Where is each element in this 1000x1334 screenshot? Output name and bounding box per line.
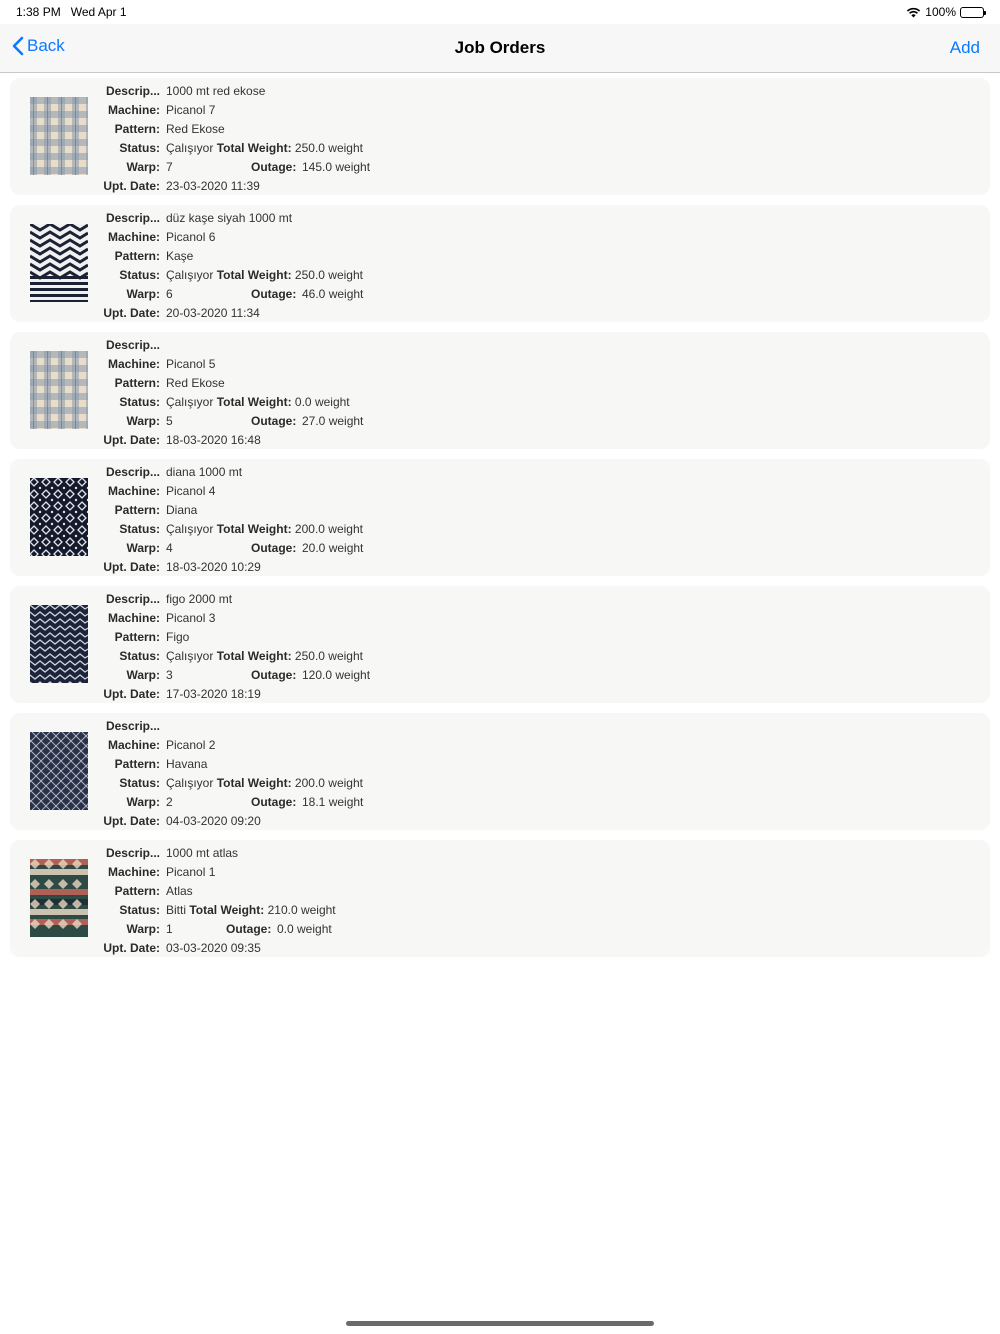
status-label: Status: xyxy=(119,395,160,409)
machine-text: Picanol 3 xyxy=(166,611,216,625)
warp-text: 6 xyxy=(166,287,173,301)
machine-text: Picanol 7 xyxy=(166,103,216,117)
status-text: Çalışıyor xyxy=(166,268,214,282)
machine-text: Picanol 2 xyxy=(166,738,216,752)
status-label: Status: xyxy=(119,268,160,282)
warp-value xyxy=(166,158,173,177)
warp-label: Warp: xyxy=(126,541,160,555)
job-order-card[interactable] xyxy=(10,78,990,195)
outage-label: Outage: xyxy=(251,795,297,809)
updated-date-text: 03-03-2020 09:35 xyxy=(166,941,261,955)
machine-label: Machine: xyxy=(107,611,160,625)
updated-date-text: 17-03-2020 18:19 xyxy=(166,687,261,701)
total-weight-value: 250.0 weight xyxy=(294,268,363,282)
back-label: Back xyxy=(27,36,65,55)
description-value xyxy=(166,209,292,228)
updated-date-value xyxy=(166,939,261,958)
machine-label: Machine: xyxy=(107,738,160,752)
total-weight-value: 250.0 weight xyxy=(294,649,363,663)
updated-date-text: 04-03-2020 09:20 xyxy=(166,814,261,828)
warp-text: 2 xyxy=(166,795,173,809)
status-label: Status: xyxy=(119,903,160,917)
warp-label: Warp: xyxy=(126,668,160,682)
warp-text: 5 xyxy=(166,414,173,428)
outage-label: Outage: xyxy=(226,922,272,936)
warp-label: Warp: xyxy=(126,287,160,301)
pattern-label: Pattern: xyxy=(114,757,160,771)
pattern-text: Kaşe xyxy=(166,249,194,263)
navigation-bar xyxy=(0,24,1000,73)
updated-date-value xyxy=(166,685,261,704)
status-label: Status: xyxy=(119,776,160,790)
updated-date-text: 18-03-2020 16:48 xyxy=(166,433,261,447)
warp-label: Warp: xyxy=(126,795,160,809)
machine-text: Picanol 5 xyxy=(166,357,216,371)
total-weight-value: 0.0 weight xyxy=(294,395,350,409)
machine-text: Picanol 6 xyxy=(166,230,216,244)
pattern-label: Pattern: xyxy=(114,630,160,644)
status-value xyxy=(166,774,363,793)
warp-value xyxy=(166,666,173,685)
job-order-card[interactable] xyxy=(10,205,990,322)
pattern-label: Pattern: xyxy=(114,503,160,517)
machine-value xyxy=(166,482,215,501)
job-order-card[interactable] xyxy=(10,459,990,576)
pattern-value xyxy=(166,882,193,901)
outage-value: 18.1 weight xyxy=(302,795,364,809)
status-text: Çalışıyor xyxy=(166,776,214,790)
updated-date-value xyxy=(166,304,260,323)
machine-value xyxy=(166,228,215,247)
pattern-value xyxy=(166,755,207,774)
total-weight-label: Total Weight: xyxy=(216,395,292,409)
total-weight-label: Total Weight: xyxy=(216,776,292,790)
job-order-card[interactable] xyxy=(10,713,990,830)
add-button[interactable]: Add xyxy=(949,38,980,57)
status-value xyxy=(166,520,363,539)
updated-date-value xyxy=(166,558,261,577)
description-label: Descrip... xyxy=(105,84,160,98)
pattern-text: Red Ekose xyxy=(166,122,225,136)
updated-date-label: Upt. Date: xyxy=(103,814,160,828)
outage-value: 46.0 weight xyxy=(302,287,364,301)
battery-percent: 100% xyxy=(925,5,956,19)
wifi-icon xyxy=(906,7,921,18)
pattern-label: Pattern: xyxy=(114,249,160,263)
machine-value xyxy=(166,101,215,120)
pattern-text: Figo xyxy=(166,630,190,644)
status-label: Status: xyxy=(119,649,160,663)
outage-value: 20.0 weight xyxy=(302,541,364,555)
description-label: Descrip... xyxy=(105,846,160,860)
updated-date-label: Upt. Date: xyxy=(103,179,160,193)
total-weight-value: 200.0 weight xyxy=(294,522,363,536)
updated-date-text: 20-03-2020 11:34 xyxy=(166,306,260,320)
total-weight-value: 200.0 weight xyxy=(294,776,363,790)
updated-date-label: Upt. Date: xyxy=(103,433,160,447)
clock-text: 1:38 PM xyxy=(16,5,61,19)
machine-text: Picanol 1 xyxy=(166,865,216,879)
outage-value: 0.0 weight xyxy=(277,922,332,936)
warp-label: Warp: xyxy=(126,160,160,174)
outage-label: Outage: xyxy=(251,541,297,555)
machine-value xyxy=(166,609,215,628)
outage-label: Outage: xyxy=(251,160,297,174)
total-weight-value: 210.0 weight xyxy=(267,903,336,917)
pattern-value xyxy=(166,120,225,139)
updated-date-text: 18-03-2020 10:29 xyxy=(166,560,261,574)
job-order-card[interactable] xyxy=(10,586,990,703)
updated-date-label: Upt. Date: xyxy=(103,306,160,320)
status-value xyxy=(166,647,363,666)
warp-value xyxy=(166,412,173,431)
page-title: Job Orders xyxy=(454,38,546,57)
pattern-label: Pattern: xyxy=(114,884,160,898)
total-weight-label: Total Weight: xyxy=(216,522,292,536)
updated-date-label: Upt. Date: xyxy=(103,941,160,955)
status-text: Çalışıyor xyxy=(166,395,214,409)
status-text: Çalışıyor xyxy=(166,141,214,155)
status-text: Çalışıyor xyxy=(166,649,214,663)
description-label: Descrip... xyxy=(105,338,160,352)
machine-text: Picanol 4 xyxy=(166,484,216,498)
outage-label: Outage: xyxy=(251,414,297,428)
description-text: diana 1000 mt xyxy=(166,465,243,479)
pattern-text: Atlas xyxy=(166,884,193,898)
updated-date-value xyxy=(166,177,260,196)
machine-label: Machine: xyxy=(107,103,160,117)
machine-value xyxy=(166,355,215,374)
updated-date-label: Upt. Date: xyxy=(103,560,160,574)
pattern-value xyxy=(166,628,189,647)
warp-value xyxy=(166,285,173,304)
outage-value: 145.0 weight xyxy=(302,160,371,174)
description-label: Descrip... xyxy=(105,592,160,606)
pattern-label: Pattern: xyxy=(114,122,160,136)
status-indicators xyxy=(906,5,984,19)
status-time xyxy=(16,5,127,19)
total-weight-label: Total Weight: xyxy=(216,649,292,663)
status-value xyxy=(166,901,336,920)
status-text: Bitti xyxy=(166,903,187,917)
machine-label: Machine: xyxy=(107,230,160,244)
job-order-card[interactable] xyxy=(10,840,990,957)
warp-text: 4 xyxy=(166,541,173,555)
machine-label: Machine: xyxy=(107,484,160,498)
pattern-text: Diana xyxy=(166,503,198,517)
status-value xyxy=(166,139,363,158)
pattern-label: Pattern: xyxy=(114,376,160,390)
description-value xyxy=(166,463,242,482)
outage-label: Outage: xyxy=(251,668,297,682)
total-weight-label: Total Weight: xyxy=(189,903,265,917)
description-label: Descrip... xyxy=(105,211,160,225)
date-text: Wed Apr 1 xyxy=(70,5,127,19)
pattern-text: Red Ekose xyxy=(166,376,225,390)
outage-value: 120.0 weight xyxy=(302,668,371,682)
description-text: figo 2000 mt xyxy=(166,592,233,606)
status-text: Çalışıyor xyxy=(166,522,214,536)
updated-date-value xyxy=(166,431,261,450)
updated-date-value xyxy=(166,812,261,831)
description-label: Descrip... xyxy=(105,465,160,479)
warp-label: Warp: xyxy=(126,414,160,428)
description-value xyxy=(166,82,265,101)
machine-value xyxy=(166,863,215,882)
description-text: düz kaşe siyah 1000 mt xyxy=(166,211,293,225)
pattern-value xyxy=(166,247,193,266)
status-label: Status: xyxy=(119,522,160,536)
updated-date-label: Upt. Date: xyxy=(103,687,160,701)
total-weight-value: 250.0 weight xyxy=(294,141,363,155)
pattern-text: Havana xyxy=(166,757,208,771)
description-value xyxy=(166,844,238,863)
description-value xyxy=(166,590,232,609)
warp-text: 7 xyxy=(166,160,173,174)
outage-value: 27.0 weight xyxy=(302,414,364,428)
machine-label: Machine: xyxy=(107,357,160,371)
total-weight-label: Total Weight: xyxy=(216,141,292,155)
machine-value xyxy=(166,736,215,755)
warp-value xyxy=(166,920,173,939)
machine-label: Machine: xyxy=(107,865,160,879)
description-text: 1000 mt atlas xyxy=(166,846,239,860)
warp-text: 3 xyxy=(166,668,173,682)
home-indicator xyxy=(346,1321,654,1326)
job-order-card[interactable] xyxy=(10,332,990,449)
job-order-list xyxy=(10,78,990,967)
description-text: 1000 mt red ekose xyxy=(166,84,266,98)
warp-value xyxy=(166,539,173,558)
pattern-value xyxy=(166,374,225,393)
total-weight-label: Total Weight: xyxy=(216,268,292,282)
outage-label: Outage: xyxy=(251,287,297,301)
updated-date-text: 23-03-2020 11:39 xyxy=(166,179,260,193)
warp-value xyxy=(166,793,173,812)
status-bar xyxy=(0,0,1000,24)
status-value xyxy=(166,393,350,412)
status-label: Status: xyxy=(119,141,160,155)
warp-label: Warp: xyxy=(126,922,160,936)
warp-text: 1 xyxy=(166,922,173,936)
battery-icon xyxy=(960,7,984,18)
pattern-value xyxy=(166,501,197,520)
description-label: Descrip... xyxy=(105,719,160,733)
status-value xyxy=(166,266,363,285)
